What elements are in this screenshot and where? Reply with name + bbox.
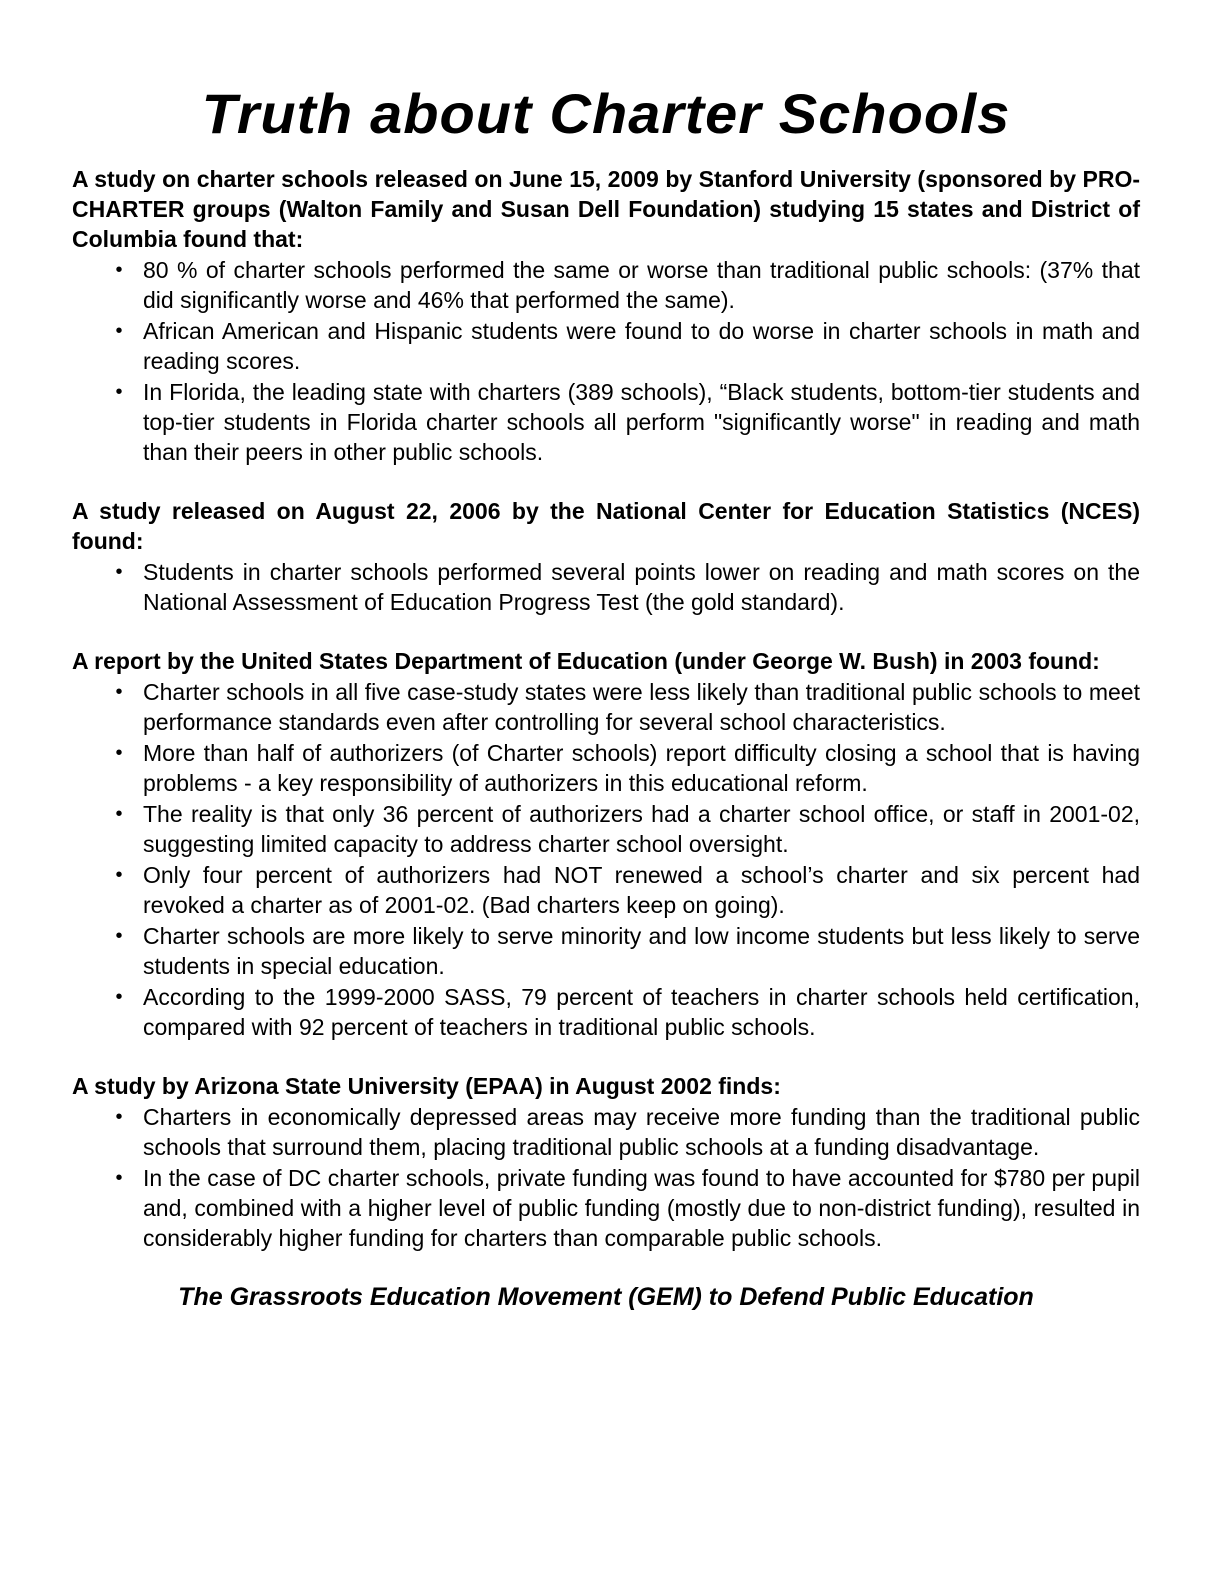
section-stanford-study [72,164,1140,467]
bullet-icon: • [115,803,123,825]
list-item [72,316,1140,376]
list-item [72,1102,1140,1162]
bullet-list [72,677,1140,1042]
bullet-icon: • [115,1167,123,1189]
bullet-list [72,1102,1140,1253]
section-heading: A study released on August 22, 2006 by the National Center for Education Statistics (NCES) found: [72,498,1140,554]
section-doe-report [72,646,1140,1042]
list-item-text: The reality is that only 36 percent of authorizers had a charter school office, or staff in 2001-02, suggesting limited capacity to address charter school oversight. [143,801,1140,857]
bullet-icon: • [115,864,123,886]
list-item [72,738,1140,798]
section-heading: A study by Arizona State University (EPAA) in August 2002 finds: [72,1073,781,1099]
list-item-text: In the case of DC charter schools, private funding was found to have accounted for $780 per pupil and, combined with a higher level of public funding (mostly due to non-district funding), resulted in considerably higher funding for charters than comparable public schools. [143,1165,1140,1251]
list-item-text: Only four percent of authorizers had NOT renewed a school’s charter and six percent had revoked a charter as of 2001-02. (Bad charters keep on going). [143,862,1140,918]
list-item-text: In Florida, the leading state with charters (389 schools), “Black students, bottom-tier students and top-tier students in Florida charter schools all perform "significantly worse" in reading and math than their peers in other public schools. [143,379,1140,465]
section-heading: A study on charter schools released on June 15, 2009 by Stanford University (sponsored by PRO-CHARTER groups (Walton Family and Susan Dell Foundation) studying 15 states and District of Columbia found that: [72,166,1140,252]
bullet-icon: • [115,561,123,583]
list-item [72,557,1140,617]
bullet-icon: • [115,259,123,281]
bullet-list [72,255,1140,467]
list-item [72,799,1140,859]
document-page [72,78,1140,1313]
list-item [72,377,1140,467]
list-item-text: Charters in economically depressed areas may receive more funding than the traditional public schools that surround them, placing traditional public schools at a funding disadvantage. [143,1104,1140,1160]
list-item [72,921,1140,981]
bullet-icon: • [115,681,123,703]
bullet-icon: • [115,381,123,403]
section-heading: A report by the United States Department of Education (under George W. Bush) in 2003 found: [72,648,1100,674]
document-title: Truth about Charter Schools [201,82,1011,145]
bullet-icon: • [115,742,123,764]
bullet-icon: • [115,925,123,947]
list-item [72,982,1140,1042]
list-item-text: More than half of authorizers (of Charter schools) report difficulty closing a school that is having problems - a key responsibility of authorizers in this educational reform. [143,740,1140,796]
section-asu-study [72,1071,1140,1253]
list-item [72,677,1140,737]
bullet-icon: • [115,320,123,342]
list-item-text: According to the 1999-2000 SASS, 79 percent of teachers in charter schools held certification, compared with 92 percent of teachers in traditional public schools. [143,984,1140,1040]
list-item [72,1163,1140,1253]
section-nces-study [72,496,1140,617]
list-item [72,255,1140,315]
list-item [72,860,1140,920]
list-item-text: Charter schools in all five case-study states were less likely than traditional public schools to meet performance standards even after controlling for several school characteristics. [143,679,1140,735]
bullet-icon: • [115,986,123,1008]
document-footer: The Grassroots Education Movement (GEM) to Defend Public Education [178,1283,1034,1311]
bullet-list [72,557,1140,617]
bullet-icon: • [115,1106,123,1128]
list-item-text: Students in charter schools performed several points lower on reading and math scores on the National Assessment of Education Progress Test (the gold standard). [143,559,1140,615]
list-item-text: 80 % of charter schools performed the same or worse than traditional public schools: (37% that did significantly worse and 46% that performed the same). [143,257,1140,313]
list-item-text: African American and Hispanic students were found to do worse in charter schools in math and reading scores. [143,318,1140,374]
list-item-text: Charter schools are more likely to serve minority and low income students but less likely to serve students in special education. [143,923,1140,979]
